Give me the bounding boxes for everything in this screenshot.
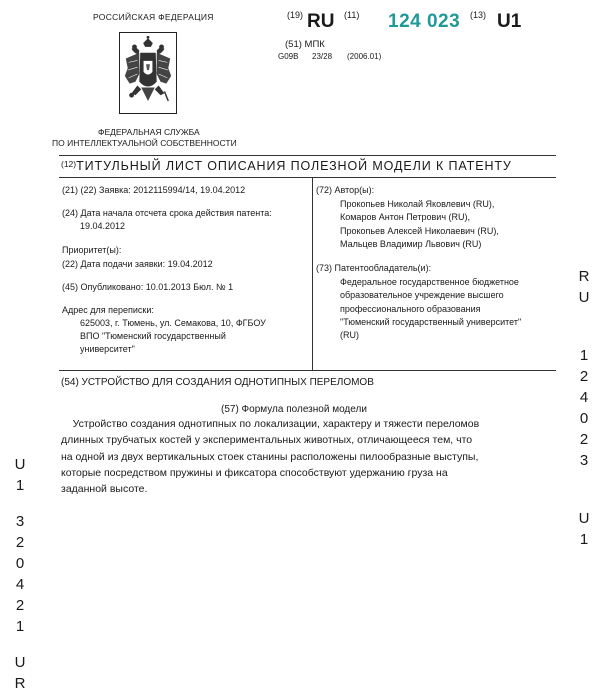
margin-char: 2 — [15, 534, 25, 551]
kind-code: U1 — [497, 11, 522, 32]
address-line: университет" — [80, 344, 135, 354]
claim-line: заданной высоте. — [61, 483, 148, 496]
claim-line: Устройство создания однотипных по локализации, характеру и тяжести переломов — [61, 418, 480, 430]
author-name: Прокопьев Николай Яковлевич (RU), — [340, 199, 495, 209]
margin-char: 3 — [579, 452, 589, 469]
divider-top — [59, 155, 556, 156]
owner-label: (73) Патентообладатель(и): — [316, 263, 432, 273]
country-name: РОССИЙСКАЯ ФЕДЕРАЦИЯ — [93, 12, 214, 22]
margin-number-right — [576, 268, 592, 552]
owner-line: "Тюменский государственный университет" — [340, 317, 522, 327]
margin-char: 2 — [15, 597, 25, 614]
margin-char: 4 — [15, 576, 25, 593]
owner-line: образовательное учреждение высшего — [340, 290, 504, 300]
claims-heading: (57) Формула полезной модели — [221, 404, 367, 415]
claims-text — [61, 416, 556, 497]
application-number: (21) (22) Заявка: 2012115994/14, 19.04.2012 — [62, 185, 246, 195]
address-label: Адрес для переписки: — [62, 305, 154, 315]
term-start-date: 19.04.2012 — [80, 221, 126, 231]
publication-date: (45) Опубликовано: 10.01.2013 Бюл. № 1 — [62, 282, 234, 292]
priority-label: Приоритет(ы): — [62, 245, 122, 255]
divider-columns — [312, 177, 313, 370]
author-name: Мальцев Владимир Львович (RU) — [340, 239, 482, 249]
ipc-class: G09B — [278, 52, 299, 61]
inid-code-13: (13) — [470, 10, 487, 20]
country-code: RU — [307, 11, 335, 32]
claim-line: на одной из двух вертикальных стоек станины расположены пилообразные выступы, — [61, 450, 479, 463]
owner-line: профессионального образования — [340, 304, 481, 314]
inid-code-19: (19) — [287, 10, 304, 20]
coat-of-arms-icon — [119, 32, 177, 114]
margin-char: U — [578, 289, 590, 306]
margin-char: R — [578, 268, 590, 285]
margin-char: 0 — [15, 555, 25, 572]
owner-line: Федеральное государственное бюджетное — [340, 277, 519, 287]
document-title — [61, 159, 512, 173]
inid-code-11: (11) — [344, 10, 360, 20]
author-name: Прокопьев Алексей Николаевич (RU), — [340, 226, 499, 236]
term-start-label: (24) Дата начала отсчета срока действия патента: — [62, 208, 272, 218]
divider-bottom — [59, 370, 556, 371]
margin-char: R — [14, 675, 26, 692]
margin-char: 2 — [579, 368, 589, 385]
patent-number: 124 023 — [388, 11, 461, 32]
utility-model-title: (54) УСТРОЙСТВО ДЛЯ СОЗДАНИЯ ОДНОТИПНЫХ ПЕРЕЛОМОВ — [61, 377, 374, 388]
title-text: ТИТУЛЬНЫЙ ЛИСТ ОПИСАНИЯ ПОЛЕЗНОЙ МОДЕЛИ К ПАТЕНТУ — [76, 159, 512, 173]
divider-title — [59, 177, 556, 178]
filing-date: (22) Дата подачи заявки: 19.04.2012 — [62, 259, 213, 269]
agency-line-2: ПО ИНТЕЛЛЕКТУАЛЬНОЙ СОБСТВЕННОСТИ — [52, 138, 237, 148]
margin-char: 3 — [15, 513, 25, 530]
margin-char: 0 — [579, 410, 589, 427]
ipc-group: 23/28 — [312, 52, 333, 61]
author-name: Комаров Антон Петрович (RU), — [340, 212, 471, 222]
margin-char: 1 — [579, 531, 589, 548]
margin-char: 4 — [579, 389, 589, 406]
margin-number-left — [12, 456, 28, 696]
margin-char: U — [14, 654, 26, 671]
address-line: 625003, г. Тюмень, ул. Семакова, 10, ФГБОУ — [80, 318, 266, 328]
claim-line: длинных трубчатых костей у экспериментальных животных, отличающееся тем, что — [61, 434, 473, 447]
margin-char: U — [578, 510, 590, 527]
authors-label: (72) Автор(ы): — [316, 185, 375, 195]
margin-char: 1 — [15, 477, 25, 494]
ipc-label: (51) МПК — [285, 39, 325, 50]
claim-line: которые посредством пружины и фиксатора способствуют удержанию груза на — [61, 466, 448, 479]
address-line: ВПО "Тюменский государственный — [80, 331, 226, 341]
margin-char: 1 — [15, 618, 25, 635]
margin-char: U — [14, 456, 26, 473]
margin-char: 2 — [579, 431, 589, 448]
owner-line: (RU) — [340, 330, 359, 340]
title-code: (12) — [61, 159, 77, 169]
margin-char: 1 — [579, 347, 589, 364]
agency-line-1: ФЕДЕРАЛЬНАЯ СЛУЖБА — [98, 127, 200, 137]
ipc-version: (2006.01) — [347, 52, 382, 61]
